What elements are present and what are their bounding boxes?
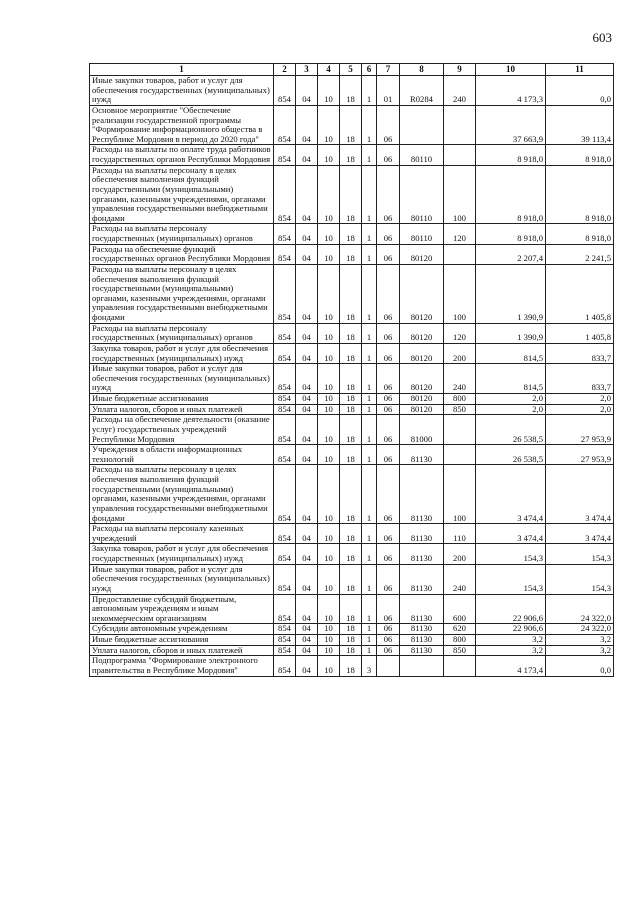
cell-amount-year1: 22 906,6 [476, 594, 546, 624]
cell-amount-year1: 4 173,4 [476, 656, 546, 676]
cell-expense-type: 240 [444, 364, 476, 394]
cell-direction: 81130 [400, 594, 444, 624]
cell-amount-year2: 3 474,4 [546, 524, 614, 544]
row-description: Уплата налогов, сборов и иных платежей [90, 645, 274, 656]
cell-expense-type: 600 [444, 594, 476, 624]
cell-amount-year2: 2,0 [546, 394, 614, 405]
cell-expense-type [444, 415, 476, 445]
cell-ministry: 854 [274, 645, 296, 656]
cell-amount-year1: 2,0 [476, 404, 546, 415]
cell-direction: 81130 [400, 645, 444, 656]
cell-program: 18 [340, 624, 362, 635]
cell-section: 04 [296, 544, 318, 564]
cell-amount-year1: 2 207,4 [476, 244, 546, 264]
cell-ministry: 854 [274, 364, 296, 394]
cell-ministry: 854 [274, 445, 296, 465]
cell-subprogram: 1 [362, 224, 377, 244]
cell-subprogram: 1 [362, 264, 377, 323]
cell-subprogram: 1 [362, 244, 377, 264]
cell-program: 18 [340, 656, 362, 676]
cell-subsection: 10 [318, 465, 340, 524]
cell-section: 04 [296, 524, 318, 544]
cell-ministry: 854 [274, 76, 296, 106]
table-row [90, 594, 614, 624]
cell-direction: 80110 [400, 224, 444, 244]
cell-program: 18 [340, 343, 362, 363]
cell-activity: 06 [377, 645, 400, 656]
cell-subprogram: 1 [362, 594, 377, 624]
cell-direction: R0284 [400, 76, 444, 106]
row-description: Иные закупки товаров, работ и услуг для обеспечения государственных (муниципальных) нужд [90, 364, 274, 394]
row-description: Учреждения в области информационных технологий [90, 445, 274, 465]
row-description: Расходы на выплаты персоналу в целях обеспечения выполнения функций государственными (муниципальными) органами, казенными учреждениями, органами управления государственными внебюджетными фондами [90, 465, 274, 524]
cell-section: 04 [296, 635, 318, 646]
table-row [90, 323, 614, 343]
row-description: Расходы на выплаты персоналу казенных учреждений [90, 524, 274, 544]
cell-section: 04 [296, 394, 318, 405]
table-row [90, 264, 614, 323]
cell-activity: 06 [377, 165, 400, 224]
cell-activity: 06 [377, 465, 400, 524]
cell-amount-year2: 24 322,0 [546, 594, 614, 624]
cell-activity: 06 [377, 404, 400, 415]
table-row [90, 544, 614, 564]
table-row [90, 415, 614, 445]
cell-ministry: 854 [274, 656, 296, 676]
cell-ministry: 854 [274, 524, 296, 544]
cell-section: 04 [296, 76, 318, 106]
cell-subsection: 10 [318, 594, 340, 624]
cell-activity: 06 [377, 635, 400, 646]
cell-amount-year2: 3 474,4 [546, 465, 614, 524]
cell-subsection: 10 [318, 635, 340, 646]
cell-program: 18 [340, 364, 362, 394]
cell-section: 04 [296, 624, 318, 635]
cell-subsection: 10 [318, 656, 340, 676]
cell-expense-type: 120 [444, 224, 476, 244]
column-header: 8 [400, 64, 444, 76]
table-row [90, 145, 614, 165]
cell-amount-year1: 3 474,4 [476, 465, 546, 524]
table-row [90, 635, 614, 646]
row-description: Подпрограмма "Формирование электронного правительства в Республике Мордовия" [90, 656, 274, 676]
column-header: 5 [340, 64, 362, 76]
cell-subprogram: 1 [362, 364, 377, 394]
cell-program: 18 [340, 635, 362, 646]
cell-subsection: 10 [318, 544, 340, 564]
cell-activity: 06 [377, 224, 400, 244]
cell-subsection: 10 [318, 224, 340, 244]
cell-ministry: 854 [274, 624, 296, 635]
row-description: Расходы на выплаты по оплате труда работников государственных органов Республики Мордовия [90, 145, 274, 165]
cell-amount-year1: 26 538,5 [476, 415, 546, 445]
cell-subsection: 10 [318, 404, 340, 415]
cell-section: 04 [296, 404, 318, 415]
cell-activity: 06 [377, 564, 400, 594]
cell-amount-year2: 8 918,0 [546, 224, 614, 244]
column-header: 7 [377, 64, 400, 76]
cell-subsection: 10 [318, 244, 340, 264]
cell-amount-year1: 1 390,9 [476, 323, 546, 343]
cell-subprogram: 1 [362, 445, 377, 465]
cell-subsection: 10 [318, 364, 340, 394]
cell-ministry: 854 [274, 145, 296, 165]
cell-expense-type [444, 244, 476, 264]
cell-activity [377, 656, 400, 676]
cell-activity: 01 [377, 76, 400, 106]
cell-direction [400, 105, 444, 145]
cell-direction: 80120 [400, 264, 444, 323]
cell-expense-type [444, 105, 476, 145]
column-header: 1 [90, 64, 274, 76]
cell-subsection: 10 [318, 145, 340, 165]
cell-program: 18 [340, 524, 362, 544]
cell-ministry: 854 [274, 564, 296, 594]
cell-ministry: 854 [274, 404, 296, 415]
column-header: 3 [296, 64, 318, 76]
cell-subprogram: 1 [362, 145, 377, 165]
cell-section: 04 [296, 264, 318, 323]
cell-direction: 80110 [400, 145, 444, 165]
cell-subprogram: 1 [362, 645, 377, 656]
cell-subprogram: 1 [362, 76, 377, 106]
cell-ministry: 854 [274, 244, 296, 264]
table-row [90, 404, 614, 415]
cell-subprogram: 1 [362, 394, 377, 405]
table-row [90, 564, 614, 594]
cell-direction: 80120 [400, 394, 444, 405]
cell-subsection: 10 [318, 415, 340, 445]
cell-direction: 80120 [400, 323, 444, 343]
cell-direction: 80120 [400, 404, 444, 415]
cell-subprogram: 1 [362, 624, 377, 635]
cell-program: 18 [340, 145, 362, 165]
cell-subprogram: 1 [362, 165, 377, 224]
row-description: Закупка товаров, работ и услуг для обеспечения государственных (муниципальных) нужд [90, 544, 274, 564]
cell-ministry: 854 [274, 635, 296, 646]
table-row [90, 76, 614, 106]
cell-activity: 06 [377, 415, 400, 445]
table-row [90, 524, 614, 544]
cell-amount-year2: 39 113,4 [546, 105, 614, 145]
cell-amount-year2: 8 918,0 [546, 145, 614, 165]
column-header: 4 [318, 64, 340, 76]
column-header: 10 [476, 64, 546, 76]
cell-section: 04 [296, 445, 318, 465]
cell-amount-year1: 37 663,9 [476, 105, 546, 145]
cell-ministry: 854 [274, 415, 296, 445]
cell-expense-type: 240 [444, 76, 476, 106]
cell-amount-year1: 3,2 [476, 635, 546, 646]
cell-subprogram: 1 [362, 544, 377, 564]
row-description: Закупка товаров, работ и услуг для обеспечения государственных (муниципальных) нужд [90, 343, 274, 363]
cell-ministry: 854 [274, 105, 296, 145]
cell-section: 04 [296, 145, 318, 165]
table-row [90, 445, 614, 465]
cell-activity: 06 [377, 394, 400, 405]
cell-direction: 81130 [400, 524, 444, 544]
cell-subprogram: 1 [362, 343, 377, 363]
cell-activity: 06 [377, 264, 400, 323]
cell-amount-year1: 26 538,5 [476, 445, 546, 465]
table-row [90, 645, 614, 656]
cell-section: 04 [296, 594, 318, 624]
cell-direction: 81130 [400, 564, 444, 594]
cell-section: 04 [296, 343, 318, 363]
cell-direction: 81130 [400, 465, 444, 524]
cell-program: 18 [340, 244, 362, 264]
cell-direction: 81000 [400, 415, 444, 445]
column-header: 2 [274, 64, 296, 76]
table-row [90, 656, 614, 676]
cell-expense-type: 100 [444, 264, 476, 323]
cell-amount-year1: 8 918,0 [476, 224, 546, 244]
cell-amount-year2: 154,3 [546, 544, 614, 564]
cell-amount-year2: 1 405,8 [546, 264, 614, 323]
cell-subsection: 10 [318, 624, 340, 635]
cell-amount-year1: 3 474,4 [476, 524, 546, 544]
cell-expense-type: 800 [444, 394, 476, 405]
row-description: Расходы на выплаты персоналу в целях обеспечения выполнения функций государственными (муниципальными) органами, казенными учреждениями, органами управления государственными внебюджетными фондами [90, 165, 274, 224]
cell-amount-year2: 27 953,9 [546, 415, 614, 445]
cell-subprogram: 1 [362, 404, 377, 415]
cell-section: 04 [296, 364, 318, 394]
cell-program: 18 [340, 394, 362, 405]
cell-activity: 06 [377, 524, 400, 544]
cell-amount-year1: 8 918,0 [476, 165, 546, 224]
cell-direction: 81130 [400, 624, 444, 635]
cell-section: 04 [296, 244, 318, 264]
cell-section: 04 [296, 465, 318, 524]
cell-section: 04 [296, 323, 318, 343]
row-description: Субсидии автономным учреждениям [90, 624, 274, 635]
cell-amount-year2: 3,2 [546, 635, 614, 646]
row-description: Расходы на обеспечение деятельности (оказание услуг) государственных учреждений Республики Мордовия [90, 415, 274, 445]
cell-direction: 80110 [400, 165, 444, 224]
row-description: Расходы на обеспечение функций государственных органов Республики Мордовия [90, 244, 274, 264]
cell-subsection: 10 [318, 564, 340, 594]
cell-subsection: 10 [318, 264, 340, 323]
cell-subsection: 10 [318, 105, 340, 145]
cell-activity: 06 [377, 244, 400, 264]
cell-amount-year1: 1 390,9 [476, 264, 546, 323]
cell-amount-year1: 154,3 [476, 564, 546, 594]
page-number: 603 [592, 30, 612, 45]
cell-expense-type: 200 [444, 343, 476, 363]
cell-subsection: 10 [318, 165, 340, 224]
cell-subprogram: 1 [362, 323, 377, 343]
cell-amount-year1: 8 918,0 [476, 145, 546, 165]
cell-program: 18 [340, 76, 362, 106]
cell-activity: 06 [377, 323, 400, 343]
table-row [90, 224, 614, 244]
cell-program: 18 [340, 415, 362, 445]
cell-ministry: 854 [274, 544, 296, 564]
cell-expense-type: 850 [444, 645, 476, 656]
cell-amount-year2: 0,0 [546, 76, 614, 106]
cell-activity: 06 [377, 105, 400, 145]
cell-activity: 06 [377, 445, 400, 465]
cell-amount-year2: 8 918,0 [546, 165, 614, 224]
cell-subsection: 10 [318, 524, 340, 544]
cell-program: 18 [340, 105, 362, 145]
cell-amount-year2: 833,7 [546, 364, 614, 394]
cell-section: 04 [296, 645, 318, 656]
cell-program: 18 [340, 165, 362, 224]
cell-expense-type: 100 [444, 165, 476, 224]
row-description: Иные бюджетные ассигнования [90, 394, 274, 405]
cell-subsection: 10 [318, 394, 340, 405]
row-description: Иные закупки товаров, работ и услуг для обеспечения государственных (муниципальных) нужд [90, 76, 274, 106]
cell-subsection: 10 [318, 76, 340, 106]
cell-amount-year1: 814,5 [476, 364, 546, 394]
column-header: 6 [362, 64, 377, 76]
cell-subsection: 10 [318, 445, 340, 465]
cell-activity: 06 [377, 364, 400, 394]
cell-ministry: 854 [274, 165, 296, 224]
cell-direction: 80120 [400, 244, 444, 264]
cell-activity: 06 [377, 145, 400, 165]
table-row [90, 244, 614, 264]
cell-program: 18 [340, 445, 362, 465]
row-description: Расходы на выплаты персоналу государственных (муниципальных) органов [90, 323, 274, 343]
cell-section: 04 [296, 165, 318, 224]
cell-subprogram: 1 [362, 564, 377, 594]
cell-subsection: 10 [318, 343, 340, 363]
row-description: Расходы на выплаты персоналу в целях обеспечения выполнения функций государственными (муниципальными) органами, казенными учреждениями, органами управления государственными внебюджетными фондами [90, 264, 274, 323]
row-description: Расходы на выплаты персоналу государственных (муниципальных) органов [90, 224, 274, 244]
table-row [90, 105, 614, 145]
cell-activity: 06 [377, 624, 400, 635]
table-row [90, 165, 614, 224]
cell-program: 18 [340, 465, 362, 524]
cell-amount-year1: 3,2 [476, 645, 546, 656]
cell-program: 18 [340, 224, 362, 244]
cell-activity: 06 [377, 343, 400, 363]
cell-expense-type: 850 [444, 404, 476, 415]
table-row [90, 624, 614, 635]
cell-section: 04 [296, 415, 318, 445]
cell-subsection: 10 [318, 323, 340, 343]
cell-ministry: 854 [274, 343, 296, 363]
row-description: Иные закупки товаров, работ и услуг для обеспечения государственных (муниципальных) нужд [90, 564, 274, 594]
cell-subprogram: 1 [362, 635, 377, 646]
row-description: Уплата налогов, сборов и иных платежей [90, 404, 274, 415]
cell-subprogram: 1 [362, 465, 377, 524]
cell-expense-type: 620 [444, 624, 476, 635]
cell-program: 18 [340, 594, 362, 624]
cell-direction: 80120 [400, 364, 444, 394]
cell-amount-year2: 0,0 [546, 656, 614, 676]
cell-section: 04 [296, 224, 318, 244]
cell-amount-year2: 154,3 [546, 564, 614, 594]
cell-program: 18 [340, 323, 362, 343]
table-row [90, 465, 614, 524]
cell-ministry: 854 [274, 465, 296, 524]
cell-amount-year1: 154,3 [476, 544, 546, 564]
column-header: 9 [444, 64, 476, 76]
cell-program: 18 [340, 404, 362, 415]
table-body [90, 76, 614, 677]
table-row [90, 343, 614, 363]
cell-expense-type: 200 [444, 544, 476, 564]
cell-subprogram: 1 [362, 105, 377, 145]
cell-amount-year2: 3,2 [546, 645, 614, 656]
table-row [90, 394, 614, 405]
cell-ministry: 854 [274, 264, 296, 323]
cell-section: 04 [296, 564, 318, 594]
cell-amount-year2: 24 322,0 [546, 624, 614, 635]
cell-amount-year2: 2,0 [546, 404, 614, 415]
cell-direction: 81130 [400, 445, 444, 465]
row-description: Иные бюджетные ассигнования [90, 635, 274, 646]
cell-program: 18 [340, 645, 362, 656]
cell-subprogram: 1 [362, 415, 377, 445]
cell-amount-year2: 1 405,8 [546, 323, 614, 343]
cell-ministry: 854 [274, 394, 296, 405]
cell-activity: 06 [377, 544, 400, 564]
table-row [90, 364, 614, 394]
cell-subprogram: 1 [362, 524, 377, 544]
cell-direction: 80120 [400, 343, 444, 363]
cell-expense-type: 110 [444, 524, 476, 544]
cell-amount-year1: 4 173,3 [476, 76, 546, 106]
cell-program: 18 [340, 264, 362, 323]
cell-section: 04 [296, 656, 318, 676]
cell-expense-type [444, 445, 476, 465]
cell-expense-type: 120 [444, 323, 476, 343]
cell-expense-type [444, 656, 476, 676]
cell-expense-type [444, 145, 476, 165]
cell-direction: 81130 [400, 544, 444, 564]
cell-amount-year2: 2 241,5 [546, 244, 614, 264]
cell-expense-type: 240 [444, 564, 476, 594]
cell-ministry: 854 [274, 323, 296, 343]
cell-program: 18 [340, 564, 362, 594]
row-description: Предоставление субсидий бюджетным, автономным учреждениям и иным некоммерческим организациям [90, 594, 274, 624]
cell-amount-year2: 27 953,9 [546, 445, 614, 465]
cell-ministry: 854 [274, 594, 296, 624]
cell-program: 18 [340, 544, 362, 564]
cell-direction: 81130 [400, 635, 444, 646]
column-header: 11 [546, 64, 614, 76]
cell-section: 04 [296, 105, 318, 145]
cell-subprogram: 3 [362, 656, 377, 676]
cell-amount-year1: 814,5 [476, 343, 546, 363]
table-header-row [90, 64, 614, 76]
budget-table [89, 63, 614, 677]
cell-ministry: 854 [274, 224, 296, 244]
cell-activity: 06 [377, 594, 400, 624]
cell-amount-year1: 22 906,6 [476, 624, 546, 635]
cell-amount-year2: 833,7 [546, 343, 614, 363]
cell-direction [400, 656, 444, 676]
cell-subsection: 10 [318, 645, 340, 656]
cell-amount-year1: 2,0 [476, 394, 546, 405]
cell-expense-type: 100 [444, 465, 476, 524]
row-description: Основное мероприятие "Обеспечение реализации государственной программы "Формирование информационного общества в Республике Мордовия в период до 2020 года" [90, 105, 274, 145]
cell-expense-type: 800 [444, 635, 476, 646]
